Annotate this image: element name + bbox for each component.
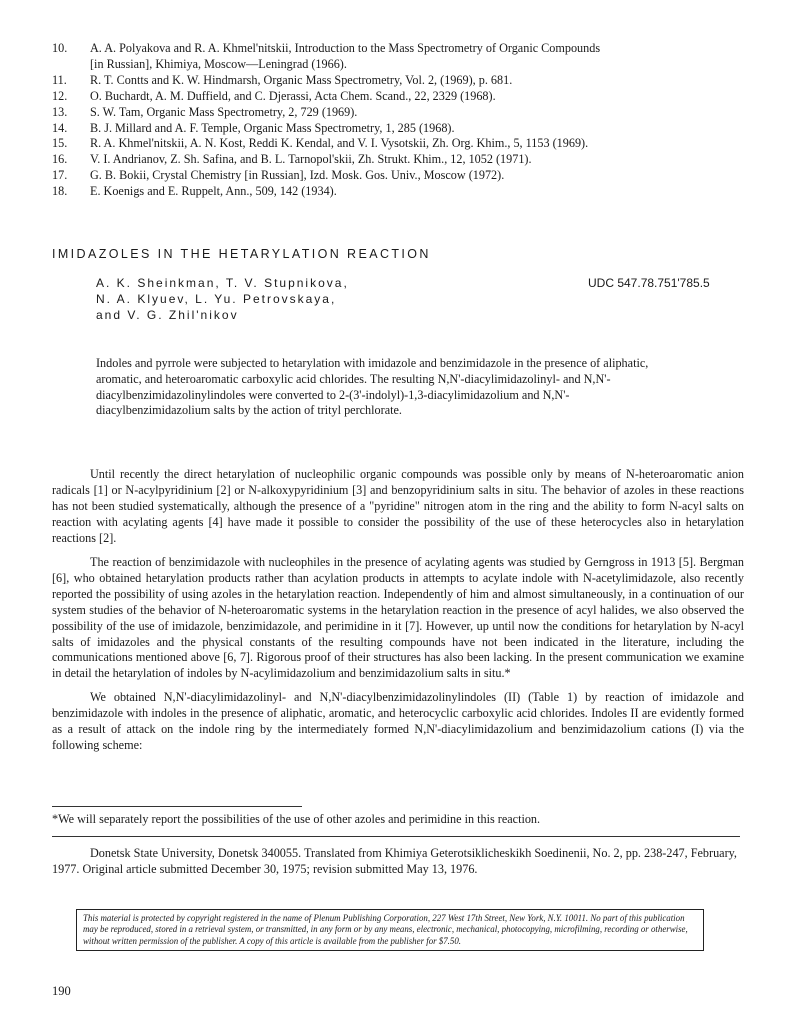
affiliation-rule — [52, 836, 740, 837]
body-paragraph: The reaction of benzimidazole with nucleophiles in the presence of acylating agents was studied by Gerngross in 1913 [5]. Bergman [6], who obtained hetarylation products rather than acylation products in attempts to acylate indole with N-acetylimidazole, also recently reported the possibility of using azoles in the hetarylation reaction. Independently of him and almost simultaneously, in a continuation of our system studies of the behavior of N-heteroaromatic systems in the hetarylation reaction in the presence of acyl halides, we also observed the possibility of the use of imidazole, benzimidazole, and perimidine in it [7]. However, up until now the conditions for hetarylation by N-acyl salts of imidazoles and the physical constants of the resulting compounds have not been indicated in the literature, including the communications mentioned above [6, 7]. Rigorous proof of their structures has also been lacking. In the present communication we examine in detail the hetarylation of indoles by N-acylimidazolium and benzimidazolium salts in situ.* — [52, 554, 744, 681]
reference-continuation: [in Russian], Khimiya, Moscow—Leningrad (1966). — [90, 56, 347, 71]
reference-text: B. J. Millard and A. F. Temple, Organic Mass Spectrometry, 1, 285 (1968). — [90, 120, 455, 135]
article-body — [52, 467, 744, 762]
article-title: IMIDAZOLES IN THE HETARYLATION REACTION — [52, 247, 431, 261]
reference-number: 10. — [52, 41, 68, 55]
reference-number: 11. — [52, 72, 67, 87]
author-line: N. A. Klyuev, L. Yu. Petrovskaya, — [96, 291, 337, 306]
reference-number: 13. — [52, 104, 68, 119]
reference-text: E. Koenigs and E. Ruppelt, Ann., 509, 142 (1934). — [90, 184, 337, 199]
reference-number: 16. — [52, 152, 68, 167]
reference-item — [52, 89, 742, 105]
reference-number: 17. — [52, 168, 68, 183]
footnote: *We will separately report the possibilities of the use of other azoles and perimidine in this reaction. — [52, 812, 541, 826]
author-list — [96, 276, 349, 323]
author-line: A. K. Sheinkman, T. V. Stupnikova, — [96, 276, 349, 290]
reference-item — [52, 184, 742, 200]
footnote-rule — [52, 806, 302, 807]
reference-number: 12. — [52, 88, 68, 103]
author-line: and V. G. Zhil'nikov — [96, 307, 239, 322]
reference-text: R. T. Contts and K. W. Hindmarsh, Organic Mass Spectrometry, Vol. 2, (1969), p. 681. — [90, 72, 513, 87]
reference-item — [52, 41, 742, 57]
reference-number: 15. — [52, 136, 68, 151]
reference-number: 18. — [52, 184, 68, 199]
udc-code: UDC 547.78.751'785.5 — [588, 276, 710, 290]
reference-item — [52, 136, 742, 152]
reference-item — [52, 105, 742, 121]
reference-item — [52, 121, 742, 137]
reference-text: V. I. Andrianov, Z. Sh. Safina, and B. L. Tarnopol'skii, Zh. Strukt. Khim., 12, 1052 (1971). — [90, 152, 532, 167]
body-paragraph: We obtained N,N'-diacylimidazolinyl- and N,N'-diacylbenzimidazolinylindoles (II) (Table 1) by reaction of imidazole and benzimidazole with indoles in the presence of aliphatic, aromatic, and heterocyclic carboxylic acid chlorides. Indoles II are evidently formed as a result of attack on the indole ring by the intermediately formed N,N'-diacylimidazolium and benzimidazolium cations (I) via the following scheme: — [52, 690, 744, 753]
reference-item — [52, 168, 742, 184]
reference-item — [52, 73, 742, 89]
affiliation-note: Donetsk State University, Donetsk 340055. Translated from Khimiya Geterotsiklicheskikh Soedinenii, No. 2, pp. 238-247, February, 1977. Original article submitted December 30, 1975; revision submitted May 13, 1976. — [52, 846, 737, 876]
reference-item — [52, 152, 742, 168]
abstract: Indoles and pyrrole were subjected to hetarylation with imidazole and benzimidazole in the presence of aliphatic, aromatic, and heteroaromatic carboxylic acid chlorides. The resulting N,N'-diacylimidazolinyl- and N,N'-diacylbenzimidazolinylindoles were converted to 2-(3'-indolyl)-1,3-diacylimidazolium and N,N'-diacylbenzimidazolium salts by the action of trityl perchlorate. — [96, 356, 649, 418]
reference-text: A. A. Polyakova and R. A. Khmel'nitskii, Introduction to the Mass Spectrometry of Organic Compounds — [90, 41, 601, 55]
reference-text: S. W. Tam, Organic Mass Spectrometry, 2, 729 (1969). — [90, 104, 358, 119]
reference-number: 14. — [52, 120, 68, 135]
copyright-notice: This material is protected by copyright registered in the name of Plenum Publishing Corporation, 227 West 17th Street, New York, N.Y. 10011. No part of this publication may be reproduced, stored in a retrieval system, or transmitted, in any form or by any means, electronic, mechanical, photocopying, microfilming, recording or otherwise, without written permission of the publisher. A copy of this article is available from the publisher for $7.50. — [76, 909, 704, 951]
reference-text: O. Buchardt, A. M. Duffield, and C. Djerassi, Acta Chem. Scand., 22, 2329 (1968). — [90, 88, 496, 103]
reference-text: R. A. Khmel'nitskii, A. N. Kost, Reddi K. Kendal, and V. I. Vysotskii, Zh. Org. Khim., 5, 1153 (1969). — [90, 136, 589, 151]
body-paragraph: Until recently the direct hetarylation of nucleophilic organic compounds was possible only by means of N-heteroaromatic anion radicals [1] or N-acylpyridinium [2] or N-alkoxypyridinium [3] and benzopyridinium salts in situ. The behavior of azoles in these reactions has not been studied systematically, although the presence of a "pyridine" nitrogen atom in the ring and the ability to form N-acyl salts on reaction with acylating agents [4] have made it possible to consider the possibility of the use of these heterocycles also in hetarylation reactions [2]. — [52, 467, 744, 545]
reference-text: G. B. Bokii, Crystal Chemistry [in Russian], Izd. Mosk. Gos. Univ., Moscow (1972). — [90, 168, 505, 183]
page-number: 190 — [52, 984, 71, 998]
reference-list — [52, 41, 742, 200]
